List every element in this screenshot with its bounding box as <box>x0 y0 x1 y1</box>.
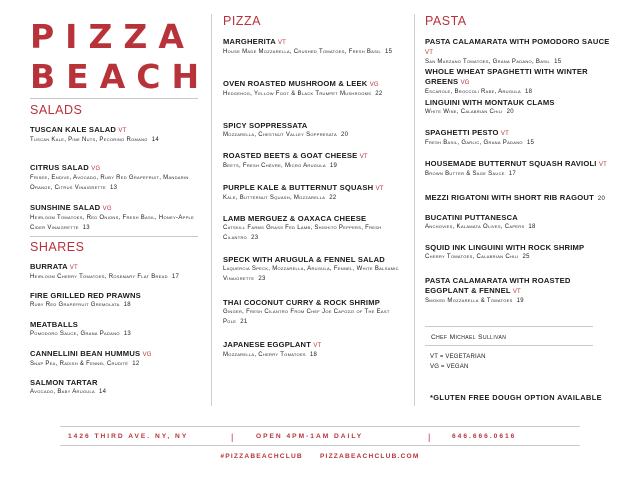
menu-item-ingredients: Beets, Fresh Chèvre, Micro Arugula <box>223 163 326 169</box>
menu-item-title: MEZZI RIGATONI WITH SHORT RIB RAGOUT <box>425 193 594 202</box>
menu-item-price: 20 <box>340 132 349 138</box>
menu-item-ingredients: Laquercia Speck, Mozzarella, Arugula, Fennel, White Balsamic Vinaigrette <box>223 266 399 282</box>
menu-item-title: WHOLE WHEAT SPAGHETTI WITH WINTER GREENS <box>425 67 588 86</box>
menu-item-ingredients: Heirloom Cherry Tomatoes, Rosemary Flat Bread <box>30 274 168 280</box>
menu-item-description <box>223 48 403 58</box>
menu-item <box>223 151 403 172</box>
diet-tag: VG <box>102 206 112 212</box>
menu-item-price: 12 <box>132 361 140 367</box>
diet-tag: VT <box>425 50 434 56</box>
menu-item-title: SPICY SOPPRESSATA <box>223 121 308 130</box>
diet-tag: VT <box>512 289 521 295</box>
menu-item <box>30 349 198 370</box>
menu-item-ingredients: Ginger, Fresh Cilantro From Chef Joe Capozzi of The East Pole <box>223 309 390 325</box>
menu-item-price: 15 <box>554 59 562 65</box>
chef-credit: Chef Michael Sullivan <box>431 334 507 341</box>
menu-item-title: TUSCAN KALE SALAD <box>30 125 117 134</box>
diet-tag: VG <box>369 82 379 88</box>
menu-item-description <box>30 214 198 233</box>
menu-item-description <box>223 131 403 141</box>
diet-legend <box>430 352 486 372</box>
menu-item-price: 20 <box>597 196 605 202</box>
footer-hours: OPEN 4PM-1AM DAILY <box>256 433 364 440</box>
menu-item-price: 23 <box>251 234 259 241</box>
menu-item-price: 19 <box>329 163 338 169</box>
menu-item-ingredients: Kale, Butternut Squash, Mozzarella <box>223 195 326 201</box>
menu-item-title: SALMON TARTAR <box>30 378 98 387</box>
menu-item-description <box>223 194 403 204</box>
menu-item-description <box>223 162 403 172</box>
menu-item-description <box>30 388 198 398</box>
menu-item-title: OVEN ROASTED MUSHROOM & LEEK <box>223 79 368 88</box>
menu-item-title: ROASTED BEETS & GOAT CHEESE <box>223 151 358 160</box>
menu-item-title: LINGUINI WITH MONTAUK CLAMS <box>425 98 555 107</box>
menu-item-name <box>425 128 615 139</box>
menu-item-name <box>425 276 615 297</box>
menu-item-price: 17 <box>508 171 517 177</box>
diet-tag: VG <box>91 166 101 172</box>
menu-item-price: 17 <box>171 274 180 280</box>
diet-tag: VT <box>69 265 78 271</box>
menu-item-name <box>425 243 615 253</box>
menu-item-price: 22 <box>375 91 383 97</box>
menu-item-ingredients: Tuscan Kale, Pine Nuts, Pecorino Romano <box>30 137 148 143</box>
menu-item-price: 20 <box>506 109 514 115</box>
menu-item-name <box>223 183 403 194</box>
diet-tag: VT <box>500 131 509 137</box>
menu-item <box>223 214 403 243</box>
menu-item-title: CANNELLINI BEAN HUMMUS <box>30 349 141 358</box>
menu-item <box>30 163 198 193</box>
menu-item-price: 18 <box>123 302 131 308</box>
menu-item-name <box>30 163 198 174</box>
menu-item <box>425 243 615 263</box>
menu-item-description <box>223 224 403 243</box>
menu-item <box>30 125 198 146</box>
legend-vegetarian: VT = VEGETARIAN <box>430 354 486 360</box>
chef-divider-top <box>425 326 593 327</box>
menu-item-title: FIRE GRILLED RED PRAWNS <box>30 291 141 300</box>
menu-item-name <box>223 214 403 224</box>
menu-item-ingredients: Cherry Tomatoes, Calabrian Chili <box>425 254 519 260</box>
diet-tag: VG <box>142 352 152 358</box>
menu-item <box>30 262 198 283</box>
footer-rule-top <box>60 426 580 427</box>
menu-item-name <box>30 320 198 330</box>
menu-item-description <box>30 301 198 311</box>
menu-item-title: BUCATINI PUTTANESCA <box>425 213 518 222</box>
menu-item-ingredients: House Made Mozzarella, Crushed Tomatoes, Fresh Basil <box>223 49 382 55</box>
menu-item-name <box>30 125 198 136</box>
menu-item-ingredients: Mozzarella, Chestnut Valley Soppresata <box>223 132 337 138</box>
menu-item-price: 19 <box>516 298 524 304</box>
menu-item-name <box>425 159 615 170</box>
menu-item-description <box>425 88 615 98</box>
menu-item-price: 18 <box>309 352 318 358</box>
diet-tag: VT <box>313 343 322 349</box>
menu-item <box>30 320 198 340</box>
menu-item-price: 14 <box>99 389 107 395</box>
menu-item-ingredients: Brown Butter & Sage Sauce <box>425 171 505 177</box>
menu-item-name <box>30 378 198 388</box>
menu-item-description <box>223 265 403 284</box>
menu-item-price: 18 <box>524 89 533 95</box>
menu-item-title: MEATBALLS <box>30 320 79 329</box>
menu-item-title: SPECK WITH ARUGULA & FENNEL SALAD <box>223 255 385 264</box>
menu-item-description <box>30 174 198 193</box>
menu-item <box>223 121 403 141</box>
menu-item-title: THAI COCONUT CURRY & ROCK SHRIMP <box>223 298 381 307</box>
diet-tag: VT <box>598 162 608 168</box>
diet-tag: VG <box>460 80 470 86</box>
menu-item-name <box>425 213 615 223</box>
menu-item-description <box>425 170 615 180</box>
menu-item-price: 25 <box>522 254 530 260</box>
menu-item-description <box>425 253 615 263</box>
footer-separator-2: | <box>428 432 431 442</box>
menu-item-price: 14 <box>151 137 159 143</box>
menu-item-name <box>223 298 403 308</box>
menu-item <box>223 255 403 284</box>
menu-item-name <box>30 203 198 214</box>
menu-item-name <box>30 291 198 301</box>
menu-item-price: 22 <box>329 195 337 201</box>
shares-divider <box>30 236 198 237</box>
menu-item-name <box>223 79 403 90</box>
menu-item-title: SQUID INK LINGUINI WITH ROCK SHRIMP <box>425 243 585 252</box>
menu-item <box>425 193 615 204</box>
menu-item-description <box>30 330 198 340</box>
gluten-free-note: *GLUTEN FREE DOUGH OPTION AVAILABLE <box>430 393 602 402</box>
menu-item-ingredients: Smoked Mozzarella & Tomatoes <box>425 298 513 304</box>
menu-item <box>223 79 403 100</box>
menu-item-name <box>30 349 198 360</box>
menu-item-description <box>30 360 198 370</box>
menu-item-ingredients: Avocado, Baby Arugula <box>30 389 95 395</box>
menu-item <box>223 340 403 361</box>
menu-item-price: 21 <box>240 318 248 325</box>
diet-tag: VT <box>277 40 287 46</box>
column-divider-left <box>211 14 212 406</box>
menu-item-title: MARGHERITA <box>223 37 276 46</box>
diet-tag: VT <box>375 186 384 192</box>
menu-item <box>425 213 615 233</box>
menu-item-description <box>30 273 198 283</box>
diet-tag: VT <box>359 154 368 160</box>
logo-divider <box>30 98 198 99</box>
menu-item-ingredients: San Marzano Tomatoes, Grana Padano, Basil <box>425 59 551 65</box>
menu-item-name <box>425 67 615 88</box>
menu-item-ingredients: Hedgehog, Yellow Foot & Black Trumpet Mushrooms <box>223 91 372 97</box>
menu-item-ingredients: Heirloom Tomatoes, Red Onions, Fresh Basil, Honey-Apple Cider Vinaigrette <box>30 215 195 231</box>
salads-heading: SALADS <box>30 103 83 117</box>
menu-item <box>425 37 615 68</box>
menu-item-description <box>223 90 403 100</box>
menu-item-description <box>425 139 615 149</box>
menu-item-title: SUNSHINE SALAD <box>30 203 101 212</box>
menu-item-price: 13 <box>110 184 118 191</box>
menu-item-price: 23 <box>258 275 266 282</box>
menu-item-description <box>425 297 615 307</box>
pizza-beach-logo <box>30 17 211 96</box>
menu-item-name <box>223 255 403 265</box>
menu-item-ingredients: Frisee, Endive, Avocado, Ruby Red Grapefruit, Mandarin Orange, Citrus Vinaigrette <box>30 175 189 191</box>
menu-item <box>425 67 615 98</box>
menu-item-price: 18 <box>528 224 536 230</box>
menu-item-title: CITRUS SALAD <box>30 163 89 172</box>
menu-item-name <box>30 262 198 273</box>
menu-item <box>223 37 403 58</box>
footer-address: 1426 THIRD AVE. NY, NY <box>68 433 189 440</box>
menu-item-description <box>30 136 198 146</box>
menu-item-name <box>425 193 615 204</box>
menu-item-name <box>223 340 403 351</box>
menu-item <box>223 298 403 327</box>
menu-item-title: JAPANESE EGGPLANT <box>223 340 312 349</box>
menu-item-ingredients: Snap Pea, Radish & Fennel Crudité <box>30 361 129 367</box>
menu-item-price: 13 <box>82 224 90 231</box>
menu-item-ingredients: Catskill Farms Grass Fed Lamb, Shishito Peppers, Fresh Cilantro <box>223 225 382 241</box>
menu-item-description <box>223 308 403 327</box>
menu-item-title: HOUSEMADE BUTTERNUT SQUASH RAVIOLI <box>425 159 597 168</box>
menu-item-description <box>223 351 403 361</box>
shares-heading: SHARES <box>30 240 85 254</box>
menu-item-description <box>425 108 615 118</box>
menu-item-ingredients: Pomodoro Sauce, Grana Padano <box>30 331 120 337</box>
menu-item <box>30 378 198 398</box>
chef-divider-bottom <box>425 345 593 346</box>
menu-item <box>425 276 615 307</box>
menu-item <box>425 98 615 118</box>
menu-item-title: LAMB MERGUEZ & OAXACA CHEESE <box>223 214 367 223</box>
footer-rule-bottom <box>60 445 580 446</box>
menu-item-title: SPAGHETTI PESTO <box>425 128 499 137</box>
footer-links <box>0 453 640 460</box>
menu-item-ingredients: Escarole, Broccoli Rabe, Arugula <box>425 89 521 95</box>
pasta-heading: PASTA <box>425 14 467 28</box>
menu-item-title: PASTA CALAMARATA WITH ROASTED EGGPLANT & FENNEL <box>425 276 571 295</box>
hashtag-link[interactable]: #PIZZABEACHCLUB <box>220 453 303 460</box>
menu-item <box>30 203 198 233</box>
menu-item-ingredients: Mozzarella, Cherry Tomatoes <box>223 352 306 358</box>
legend-vegan: VG = VEGAN <box>430 364 469 370</box>
menu-item-price: 15 <box>385 49 393 55</box>
menu-item <box>223 183 403 204</box>
menu-item-name <box>223 151 403 162</box>
diet-tag: VT <box>118 128 127 134</box>
menu-item-name <box>223 121 403 131</box>
website-link[interactable]: PIZZABEACHCLUB.COM <box>319 453 420 460</box>
menu-item-ingredients: Fresh Basil, Garlic, Grana Padano <box>425 140 523 146</box>
menu-item-name <box>425 37 615 58</box>
menu-item-description <box>425 223 615 233</box>
menu-item <box>425 128 615 149</box>
menu-item-title: PURPLE KALE & BUTTERNUT SQUASH <box>223 183 374 192</box>
logo-line-2: BEACH <box>30 57 211 96</box>
menu-item-price: 15 <box>526 140 535 146</box>
menu-item <box>30 291 198 311</box>
logo-line-1: PIZZA <box>30 17 195 56</box>
menu-item-ingredients: White Wine, Calabrian Chili <box>425 109 503 115</box>
menu-item-name <box>223 37 403 48</box>
menu-item-name <box>425 98 615 108</box>
menu-item <box>425 159 615 180</box>
menu-item-ingredients: Anchovies, Kalamata Olives, Capers <box>425 224 525 230</box>
pizza-heading: PIZZA <box>223 14 261 28</box>
menu-item-title: BURRATA <box>30 262 68 271</box>
menu-item-price: 13 <box>123 331 132 337</box>
menu-item-title: PASTA CALAMARATA WITH POMODORO SAUCE <box>425 37 610 46</box>
menu-item-ingredients: Ruby Red Grapefruit Gremolata <box>30 302 120 308</box>
footer-separator-1: | <box>231 432 234 442</box>
column-divider-right <box>414 14 415 406</box>
footer-phone: 646.666.0616 <box>452 433 517 440</box>
